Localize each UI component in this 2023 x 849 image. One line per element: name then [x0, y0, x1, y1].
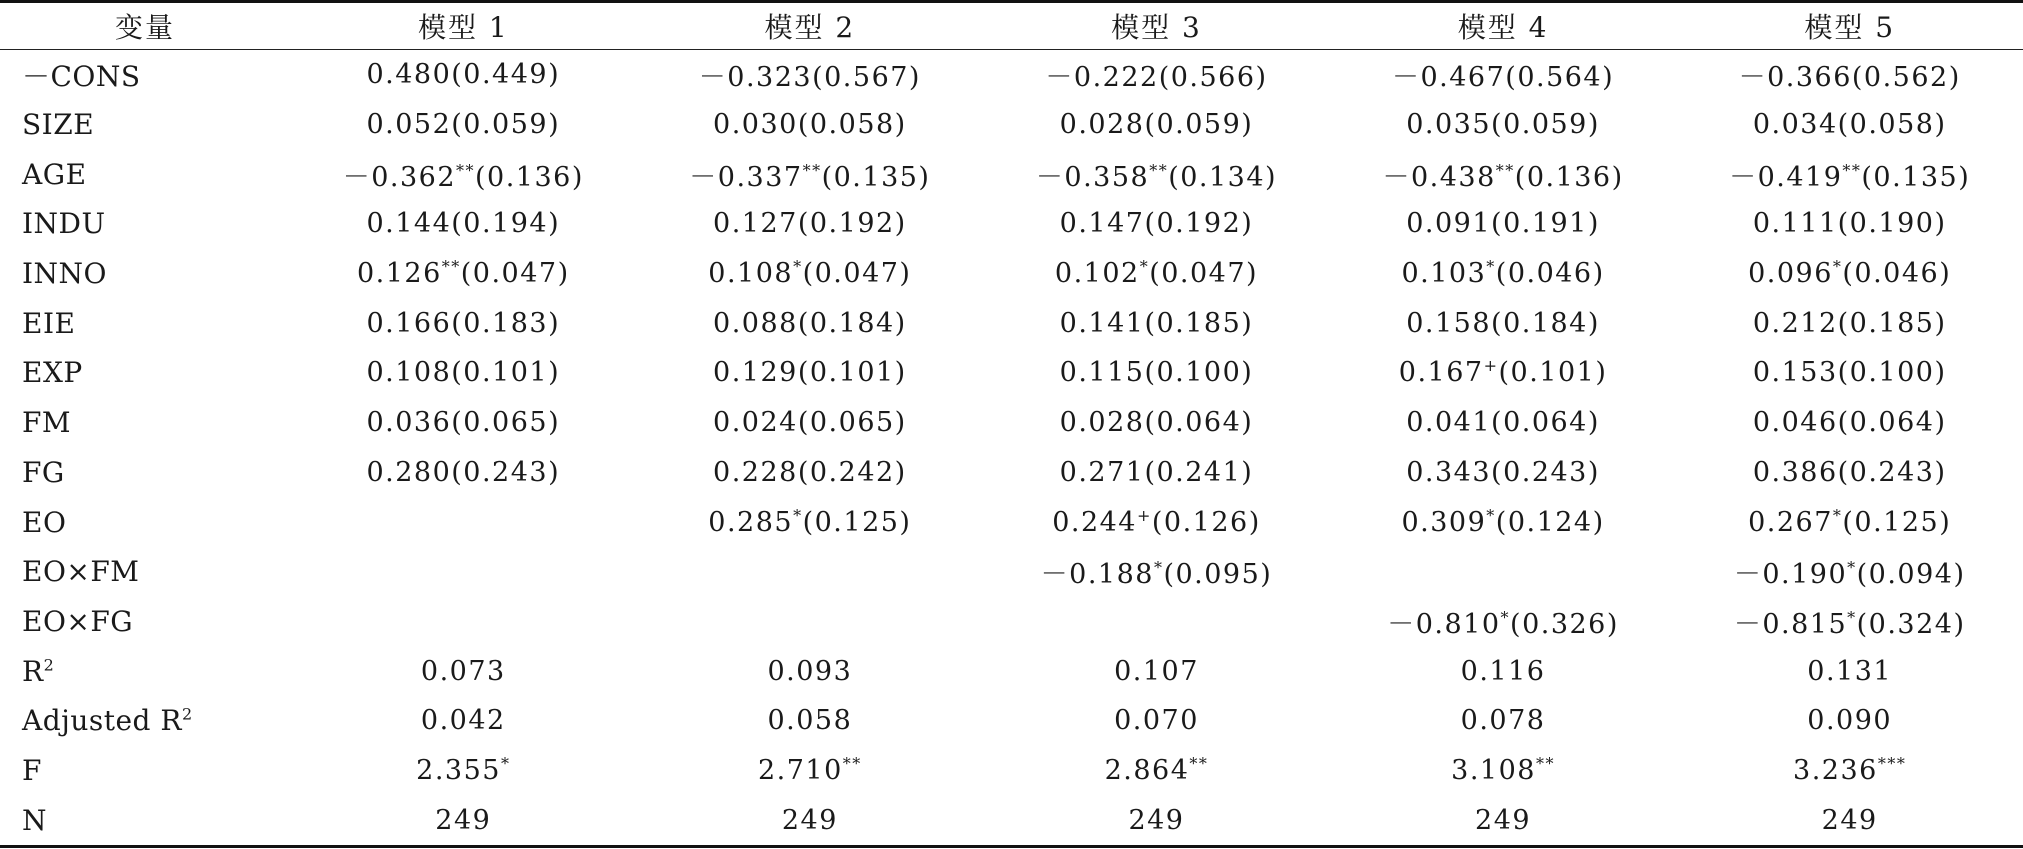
- coefficient-value: 0.129: [713, 357, 798, 389]
- model-2-cell: [637, 597, 984, 647]
- coefficient-value: －0.222: [1045, 62, 1159, 94]
- model-1-cell: [290, 348, 637, 398]
- standard-error-value: (0.101): [1498, 357, 1608, 389]
- coefficient-value: 0.052: [366, 109, 452, 141]
- standard-error-value: (0.190): [1837, 208, 1947, 240]
- model-4-cell: [1330, 448, 1677, 498]
- coefficient-value: 0.036: [366, 407, 452, 439]
- model-3-cell: [983, 646, 1330, 696]
- model-5-cell: [1676, 448, 2023, 498]
- standard-error-value: (0.064): [1837, 407, 1947, 439]
- model-1-cell: [290, 149, 637, 199]
- significance-marker: +: [1483, 356, 1499, 376]
- standard-error-value: (0.136): [475, 161, 584, 193]
- standard-error-value: (0.064): [1491, 407, 1600, 439]
- table-row: [0, 746, 2023, 796]
- standard-error-value: (0.449): [451, 59, 561, 91]
- standard-error-value: (0.124): [1495, 506, 1605, 538]
- coefficient-value: 0.167: [1398, 357, 1484, 389]
- standard-error-value: (0.185): [1837, 307, 1947, 339]
- standard-error-value: (0.126): [1151, 506, 1261, 538]
- model-4-cell: [1330, 746, 1677, 796]
- model-5-cell: [1676, 50, 2023, 100]
- model-5-cell: [1676, 149, 2023, 199]
- model-2-cell: [637, 50, 984, 100]
- table-row: [0, 149, 2023, 199]
- model-5-cell: [1676, 298, 2023, 348]
- coefficient-value: －0.810: [1387, 608, 1501, 640]
- coefficient-value: 249: [1475, 804, 1532, 836]
- coefficient-value: 0.127: [713, 208, 798, 240]
- coefficient-value: 0.144: [366, 208, 452, 240]
- significance-marker: *: [1832, 257, 1843, 277]
- model-4-cell: [1330, 696, 1677, 746]
- table-row: [0, 348, 2023, 398]
- standard-error-value: (0.059): [451, 109, 561, 141]
- model-5-cell: [1676, 597, 2023, 647]
- model-1-cell: [290, 646, 637, 696]
- standard-error-value: (0.243): [1837, 456, 1947, 488]
- model-4-cell: [1330, 795, 1677, 846]
- model-2-cell: [637, 149, 984, 199]
- standard-error-value: (0.135): [821, 161, 931, 193]
- standard-error-value: (0.058): [797, 109, 907, 141]
- variable-name-cell: [0, 795, 290, 846]
- coefficient-value: 0.103: [1401, 258, 1487, 290]
- significance-marker: *: [1847, 558, 1857, 578]
- coefficient-value: －0.190: [1733, 559, 1848, 591]
- table-row: [0, 547, 2023, 597]
- coefficient-value: 0.131: [1807, 655, 1893, 687]
- significance-marker: *: [1486, 505, 1496, 525]
- coefficient-value: 0.078: [1460, 705, 1546, 737]
- variable-name: Adjusted R: [22, 704, 182, 738]
- model-5-cell: [1676, 696, 2023, 746]
- table-row: [0, 696, 2023, 746]
- variable-name: EIE: [22, 306, 76, 340]
- coefficient-value: 0.088: [713, 307, 798, 339]
- model-5-cell: [1676, 746, 2023, 796]
- coefficient-value: 249: [1821, 804, 1878, 836]
- model-3-cell: [983, 448, 1330, 498]
- variable-name: FG: [22, 455, 65, 489]
- table-row: [0, 646, 2023, 696]
- header-model-1: 模型 1: [290, 2, 637, 50]
- coefficient-value: 249: [1128, 804, 1185, 836]
- coefficient-value: 3.236: [1793, 754, 1878, 786]
- significance-marker: **: [1842, 160, 1862, 180]
- variable-name: －CONS: [22, 59, 141, 93]
- coefficient-value: 0.091: [1406, 208, 1492, 240]
- standard-error-value: (0.243): [1491, 456, 1600, 488]
- model-5-cell: [1676, 249, 2023, 299]
- model-3-cell: [983, 597, 1330, 647]
- standard-error-value: (0.100): [1837, 357, 1947, 389]
- standard-error-value: (0.326): [1510, 608, 1619, 640]
- model-4-cell: [1330, 547, 1677, 597]
- table-row: [0, 398, 2023, 448]
- variable-name-cell: [0, 448, 290, 498]
- coefficient-value: －0.323: [698, 62, 813, 94]
- model-3-cell: [983, 199, 1330, 249]
- variable-name: F: [22, 753, 42, 787]
- coefficient-value: －0.438: [1382, 161, 1496, 193]
- model-3-cell: [983, 696, 1330, 746]
- standard-error-value: (0.059): [1491, 109, 1600, 141]
- coefficient-value: 0.093: [767, 655, 853, 687]
- variable-name-cell: [0, 348, 290, 398]
- coefficient-value: 2.710: [757, 754, 843, 786]
- significance-marker: +: [1136, 505, 1152, 525]
- significance-marker: **: [802, 160, 822, 180]
- standard-error-value: (0.065): [797, 407, 907, 439]
- coefficient-value: 0.102: [1054, 258, 1140, 290]
- table-row: [0, 50, 2023, 100]
- variable-name: EO: [22, 505, 67, 539]
- significance-marker: **: [842, 753, 862, 773]
- variable-name: R: [22, 654, 44, 688]
- standard-error-value: (0.184): [797, 307, 907, 339]
- standard-error-value: (0.125): [802, 506, 912, 538]
- coefficient-value: 0.070: [1114, 705, 1199, 737]
- coefficient-value: 0.111: [1752, 208, 1838, 240]
- standard-error-value: (0.136): [1514, 161, 1624, 193]
- standard-error-value: (0.242): [797, 456, 907, 488]
- coefficient-value: 0.166: [366, 307, 452, 339]
- variable-name-cell: [0, 249, 290, 299]
- standard-error-value: (0.101): [451, 357, 561, 389]
- coefficient-value: 0.034: [1752, 109, 1838, 141]
- model-2-cell: [637, 646, 984, 696]
- variable-name-cell: [0, 149, 290, 199]
- significance-marker: **: [1189, 753, 1209, 773]
- coefficient-value: 249: [781, 804, 838, 836]
- standard-error-value: (0.059): [1144, 109, 1254, 141]
- significance-marker: *: [793, 257, 803, 277]
- coefficient-value: －0.467: [1391, 62, 1506, 94]
- table-row: [0, 100, 2023, 150]
- coefficient-value: 0.153: [1752, 357, 1838, 389]
- significance-marker: ***: [1877, 753, 1907, 773]
- coefficient-value: 0.228: [713, 456, 798, 488]
- model-2-cell: [637, 348, 984, 398]
- coefficient-value: 0.285: [708, 506, 794, 538]
- model-4-cell: [1330, 398, 1677, 448]
- table-row: [0, 597, 2023, 647]
- coefficient-value: 0.386: [1752, 456, 1838, 488]
- significance-marker: *: [500, 753, 511, 773]
- model-2-cell: [637, 547, 984, 597]
- standard-error-value: (0.058): [1837, 109, 1947, 141]
- variable-name-cell: [0, 199, 290, 249]
- coefficient-value: 0.028: [1059, 109, 1145, 141]
- coefficient-value: 0.267: [1748, 506, 1833, 538]
- header-model-3: 模型 3: [983, 2, 1330, 50]
- model-3-cell: [983, 149, 1330, 199]
- model-1-cell: [290, 448, 637, 498]
- variable-superscript: 2: [181, 704, 193, 724]
- model-2-cell: [637, 696, 984, 746]
- coefficient-value: 0.108: [366, 357, 452, 389]
- standard-error-value: (0.185): [1144, 307, 1254, 339]
- table-header: [0, 2, 2023, 50]
- coefficient-value: 0.041: [1406, 407, 1492, 439]
- coefficient-value: 0.212: [1752, 307, 1838, 339]
- table-row: [0, 249, 2023, 299]
- coefficient-value: 2.355: [416, 754, 501, 786]
- coefficient-value: 0.480: [366, 59, 452, 91]
- coefficient-value: 0.126: [356, 258, 442, 290]
- model-3-cell: [983, 100, 1330, 150]
- coefficient-value: －0.358: [1035, 161, 1150, 193]
- model-5-cell: [1676, 398, 2023, 448]
- coefficient-value: 0.141: [1059, 307, 1145, 339]
- model-1-cell: [290, 547, 637, 597]
- significance-marker: *: [793, 505, 803, 525]
- model-5-cell: [1676, 795, 2023, 846]
- variable-name-cell: [0, 298, 290, 348]
- model-4-cell: [1330, 298, 1677, 348]
- coefficient-value: 0.028: [1059, 407, 1145, 439]
- model-1-cell: [290, 597, 637, 647]
- model-3-cell: [983, 50, 1330, 100]
- coefficient-value: 0.107: [1114, 655, 1199, 687]
- variable-name: FM: [22, 406, 72, 440]
- significance-marker: **: [1149, 160, 1169, 180]
- model-4-cell: [1330, 199, 1677, 249]
- coefficient-value: 0.046: [1752, 407, 1838, 439]
- variable-name: EO×FM: [22, 555, 140, 589]
- coefficient-value: －0.815: [1733, 608, 1848, 640]
- table-row: [0, 497, 2023, 547]
- model-1-cell: [290, 795, 637, 846]
- significance-marker: *: [1486, 257, 1496, 277]
- model-5-cell: [1676, 646, 2023, 696]
- model-3-cell: [983, 547, 1330, 597]
- model-2-cell: [637, 298, 984, 348]
- model-4-cell: [1330, 100, 1677, 150]
- coefficient-value: 0.158: [1406, 307, 1492, 339]
- coefficient-value: 0.244: [1052, 506, 1137, 538]
- model-3-cell: [983, 795, 1330, 846]
- variable-name: EXP: [22, 356, 83, 390]
- standard-error-value: (0.065): [451, 407, 561, 439]
- standard-error-value: (0.562): [1851, 62, 1961, 94]
- standard-error-value: (0.192): [797, 208, 907, 240]
- model-1-cell: [290, 746, 637, 796]
- standard-error-value: (0.134): [1168, 161, 1278, 193]
- standard-error-value: (0.047): [802, 258, 912, 290]
- variable-name-cell: [0, 100, 290, 150]
- standard-error-value: (0.566): [1158, 62, 1268, 94]
- coefficient-value: －0.362: [342, 161, 456, 193]
- model-1-cell: [290, 100, 637, 150]
- header-model-5: 模型 5: [1676, 2, 2023, 50]
- variable-name: SIZE: [22, 108, 95, 142]
- significance-marker: *: [1832, 505, 1843, 525]
- model-2-cell: [637, 398, 984, 448]
- header-row: [0, 2, 2023, 50]
- table-row: [0, 795, 2023, 846]
- coefficient-value: 0.147: [1059, 208, 1145, 240]
- variable-name-cell: [0, 398, 290, 448]
- model-5-cell: [1676, 100, 2023, 150]
- standard-error-value: (0.243): [451, 456, 561, 488]
- model-4-cell: [1330, 597, 1677, 647]
- variable-name-cell: [0, 646, 290, 696]
- standard-error-value: (0.191): [1491, 208, 1600, 240]
- model-3-cell: [983, 249, 1330, 299]
- coefficient-value: 0.035: [1406, 109, 1492, 141]
- table-row: [0, 298, 2023, 348]
- standard-error-value: (0.567): [812, 62, 921, 94]
- coefficient-value: －0.188: [1040, 559, 1154, 591]
- coefficient-value: 0.309: [1401, 506, 1487, 538]
- standard-error-value: (0.100): [1144, 357, 1254, 389]
- significance-marker: **: [1495, 160, 1515, 180]
- coefficient-value: 0.116: [1460, 655, 1546, 687]
- model-3-cell: [983, 398, 1330, 448]
- model-2-cell: [637, 746, 984, 796]
- model-3-cell: [983, 746, 1330, 796]
- coefficient-value: 0.280: [366, 456, 452, 488]
- model-4-cell: [1330, 646, 1677, 696]
- variable-name: AGE: [22, 157, 87, 191]
- table-body: [0, 50, 2023, 847]
- standard-error-value: (0.194): [451, 208, 561, 240]
- model-4-cell: [1330, 50, 1677, 100]
- significance-marker: *: [1139, 257, 1150, 277]
- standard-error-value: (0.064): [1144, 407, 1254, 439]
- header-model-2: 模型 2: [637, 2, 984, 50]
- model-1-cell: [290, 249, 637, 299]
- variable-name-cell: [0, 696, 290, 746]
- header-variable: 变量: [0, 2, 290, 50]
- variable-name-cell: [0, 597, 290, 647]
- model-4-cell: [1330, 249, 1677, 299]
- model-2-cell: [637, 497, 984, 547]
- variable-name: INDU: [22, 207, 106, 241]
- coefficient-value: 0.058: [767, 705, 853, 737]
- model-4-cell: [1330, 497, 1677, 547]
- model-5-cell: [1676, 199, 2023, 249]
- model-1-cell: [290, 497, 637, 547]
- model-3-cell: [983, 497, 1330, 547]
- significance-marker: **: [456, 160, 475, 180]
- significance-marker: **: [441, 257, 461, 277]
- coefficient-value: 0.096: [1748, 258, 1833, 290]
- coefficient-value: 0.343: [1406, 456, 1492, 488]
- standard-error-value: (0.047): [1149, 258, 1259, 290]
- model-2-cell: [637, 249, 984, 299]
- standard-error-value: (0.047): [460, 258, 570, 290]
- standard-error-value: (0.046): [1495, 258, 1605, 290]
- coefficient-value: 0.073: [420, 655, 506, 687]
- model-1-cell: [290, 199, 637, 249]
- model-2-cell: [637, 795, 984, 846]
- coefficient-value: 0.115: [1059, 357, 1145, 389]
- model-2-cell: [637, 448, 984, 498]
- standard-error-value: (0.101): [797, 357, 907, 389]
- model-2-cell: [637, 199, 984, 249]
- variable-name: EO×FG: [22, 604, 134, 638]
- significance-marker: **: [1535, 753, 1555, 773]
- variable-name-cell: [0, 497, 290, 547]
- coefficient-value: 249: [435, 804, 492, 836]
- standard-error-value: (0.095): [1163, 559, 1273, 591]
- table-row: [0, 448, 2023, 498]
- model-5-cell: [1676, 348, 2023, 398]
- coefficient-value: 2.864: [1104, 754, 1190, 786]
- model-1-cell: [290, 696, 637, 746]
- model-5-cell: [1676, 497, 2023, 547]
- coefficient-value: －0.366: [1738, 62, 1852, 94]
- model-3-cell: [983, 348, 1330, 398]
- standard-error-value: (0.046): [1842, 258, 1952, 290]
- standard-error-value: (0.184): [1491, 307, 1600, 339]
- standard-error-value: (0.135): [1861, 161, 1971, 193]
- model-1-cell: [290, 398, 637, 448]
- model-3-cell: [983, 298, 1330, 348]
- model-4-cell: [1330, 348, 1677, 398]
- significance-marker: *: [1500, 607, 1511, 627]
- model-1-cell: [290, 298, 637, 348]
- coefficient-value: 0.042: [420, 705, 506, 737]
- variable-name-cell: [0, 50, 290, 100]
- standard-error-value: (0.192): [1144, 208, 1254, 240]
- standard-error-value: (0.183): [451, 307, 561, 339]
- coefficient-value: 3.108: [1451, 754, 1536, 786]
- model-1-cell: [290, 50, 637, 100]
- standard-error-value: (0.094): [1856, 559, 1966, 591]
- variable-name-cell: [0, 547, 290, 597]
- model-2-cell: [637, 100, 984, 150]
- coefficient-value: －0.337: [689, 161, 803, 193]
- model-4-cell: [1330, 149, 1677, 199]
- significance-marker: *: [1847, 607, 1857, 627]
- coefficient-value: 0.030: [713, 109, 798, 141]
- variable-name-cell: [0, 746, 290, 796]
- variable-name: INNO: [22, 257, 108, 291]
- standard-error-value: (0.125): [1842, 506, 1952, 538]
- standard-error-value: (0.241): [1144, 456, 1254, 488]
- standard-error-value: (0.564): [1505, 62, 1615, 94]
- coefficient-value: －0.419: [1729, 161, 1843, 193]
- coefficient-value: 0.024: [713, 407, 798, 439]
- significance-marker: *: [1153, 558, 1164, 578]
- coefficient-value: 0.271: [1059, 456, 1145, 488]
- variable-superscript: 2: [43, 655, 55, 675]
- table-row: [0, 199, 2023, 249]
- standard-error-value: (0.324): [1856, 608, 1966, 640]
- header-model-4: 模型 4: [1330, 2, 1677, 50]
- variable-name: N: [22, 803, 47, 837]
- coefficient-value: 0.090: [1807, 705, 1893, 737]
- coefficient-value: 0.108: [708, 258, 794, 290]
- model-5-cell: [1676, 547, 2023, 597]
